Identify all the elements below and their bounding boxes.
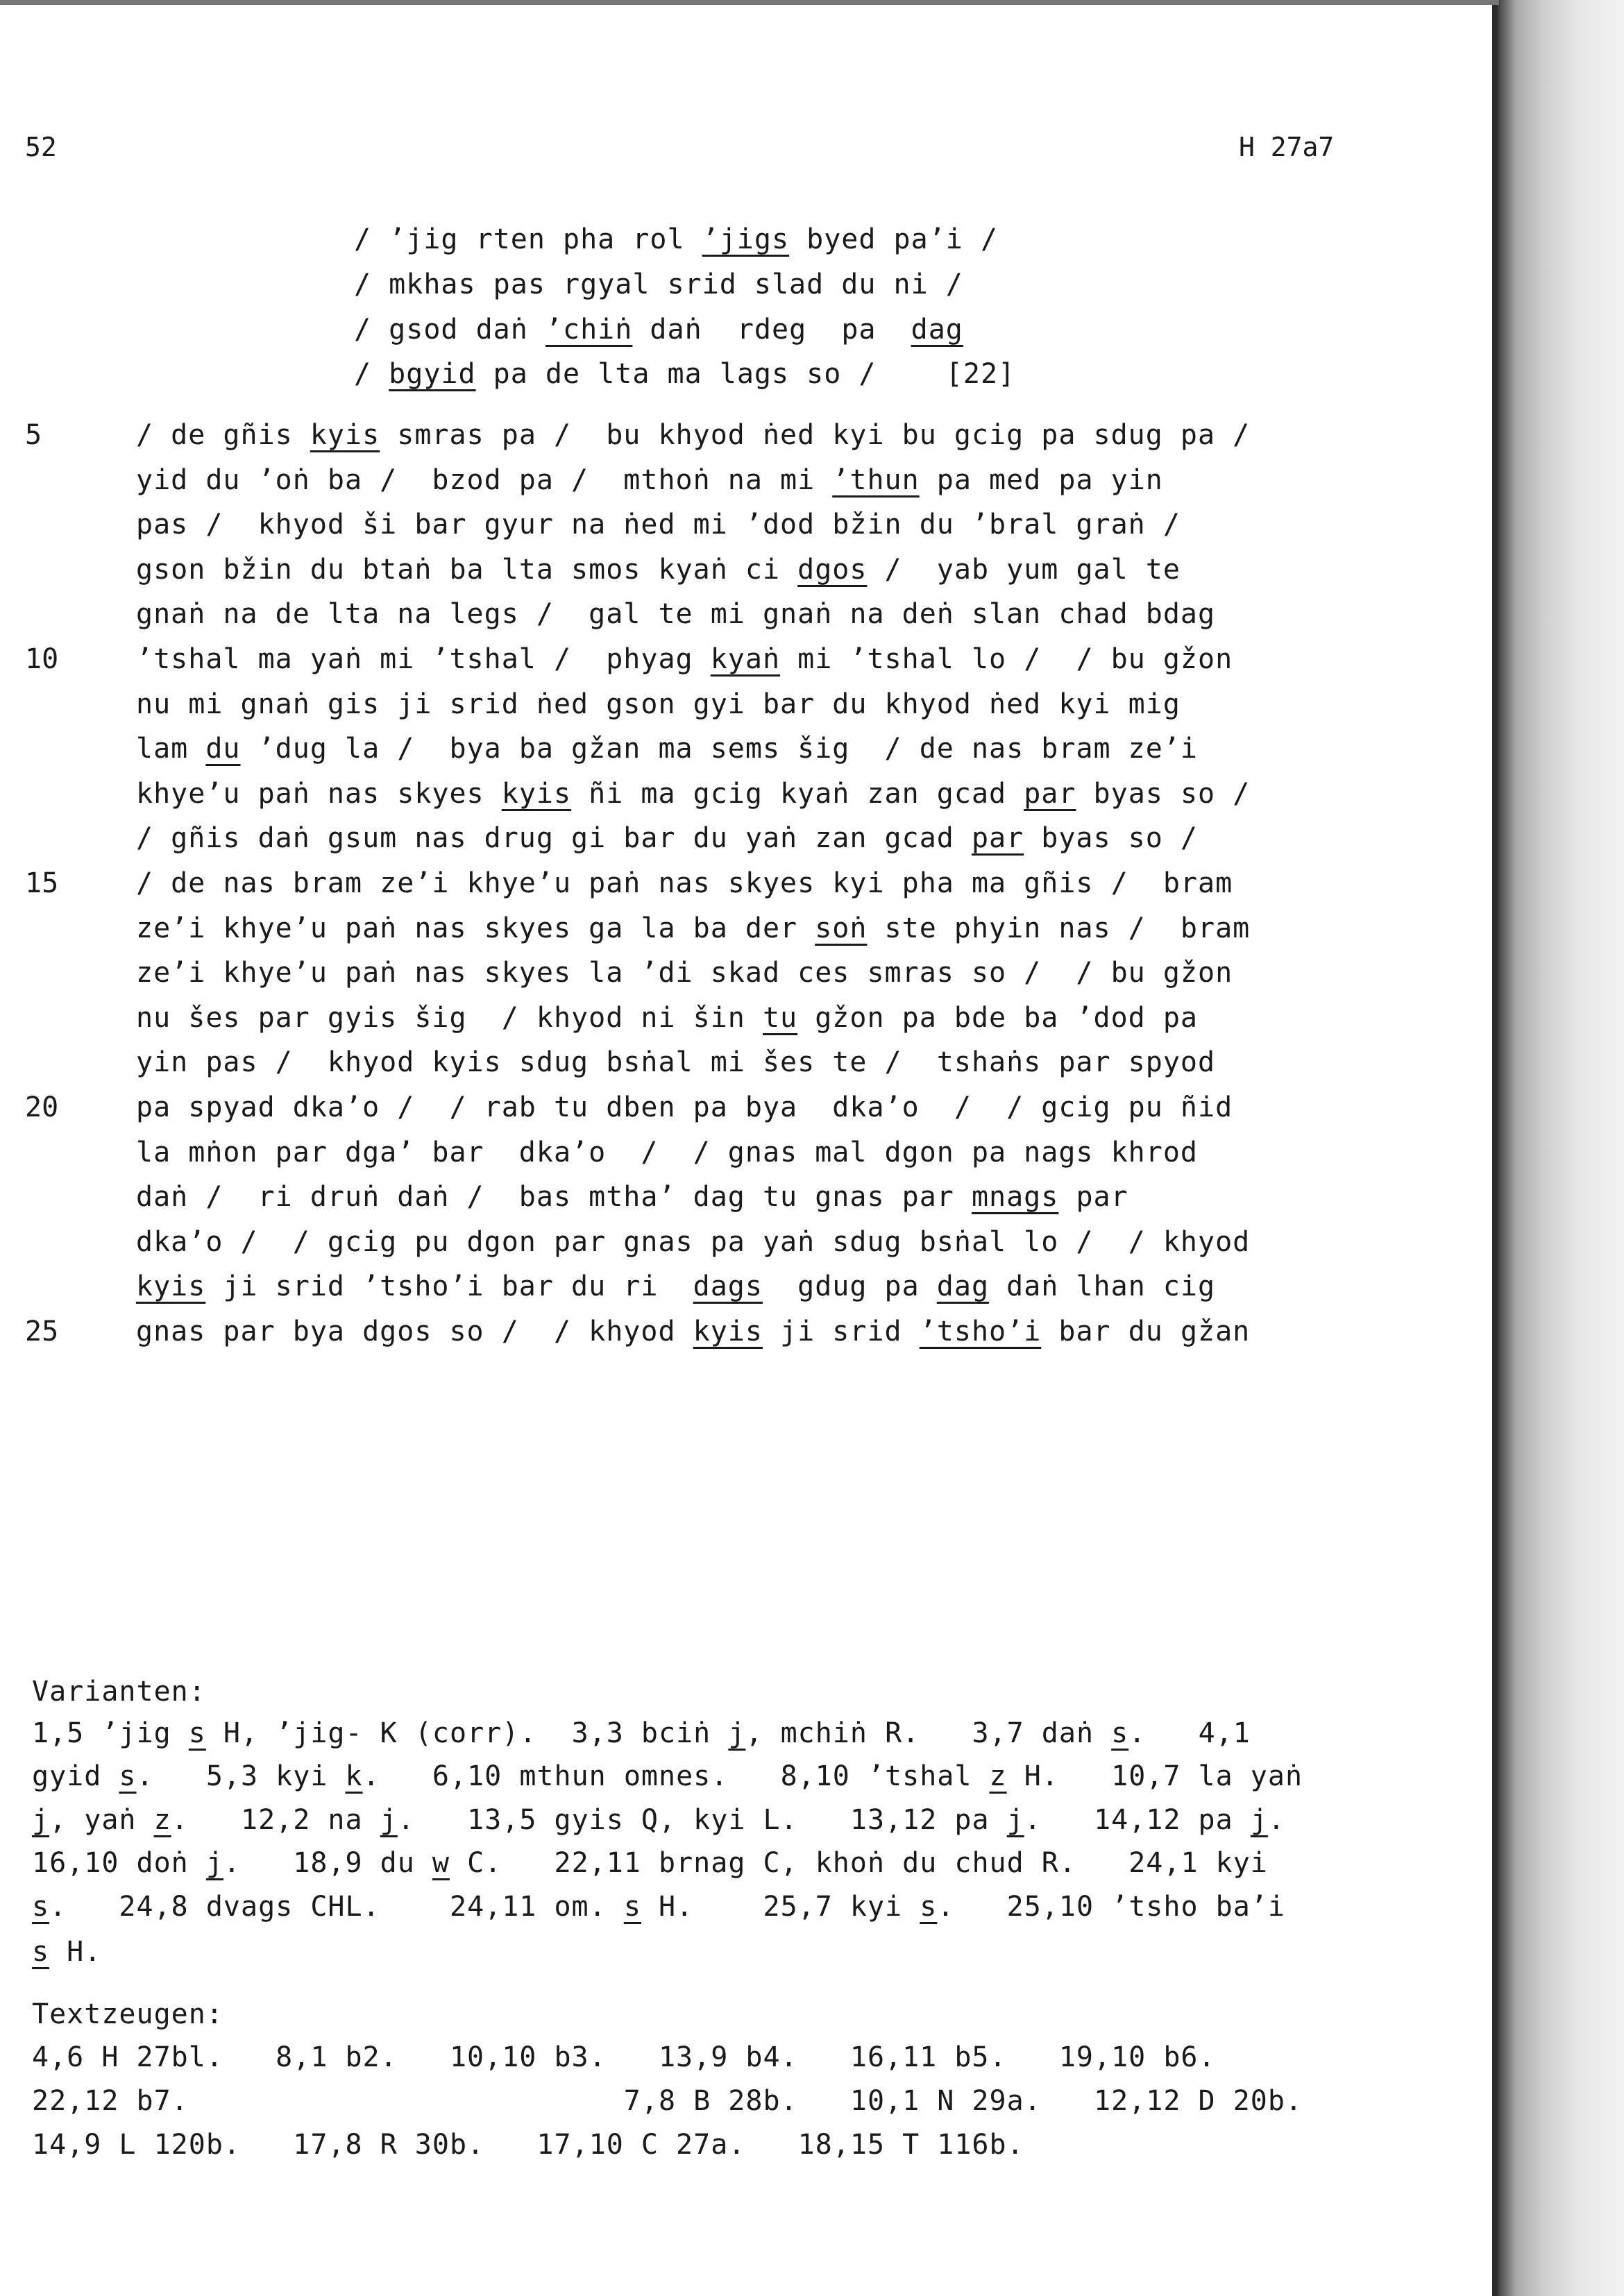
underlined-word: kyis: [693, 1316, 763, 1347]
underlined-word: s: [623, 1891, 641, 1923]
text-segment: pa spyad dka’o / / rab tu dben pa bya dka’o / / gcig pu ñid: [136, 1091, 1233, 1123]
text-segment: . 24,8 dvags CHL. 24,11 om.: [49, 1891, 624, 1923]
text-segment: / gñis daṅ gsum nas drug gi bar du yaṅ zan gcad: [136, 822, 972, 854]
text-segment: ze’i khye’u paṅ nas skyes la ’di skad ces smras so / / bu gžon: [136, 957, 1233, 989]
text-segment: H.: [49, 1936, 102, 1968]
body-line: [136, 912, 1250, 944]
text-segment: 22,12 b7. 7,8 B 28b. 10,1 N 29a. 12,12 D 20b.: [32, 2085, 1303, 2117]
text-segment: C. 22,11 brnag C, khoṅ du chud R. 24,1 kyi: [450, 1847, 1268, 1879]
underlined-word: k: [345, 1760, 363, 1792]
text-segment: daṅ / ri druṅ daṅ / bas mtha’ dag tu gnas par: [136, 1181, 972, 1213]
line-number: 5: [25, 419, 42, 451]
text-segment: byas so /: [1024, 822, 1199, 854]
underlined-word: j: [32, 1804, 50, 1836]
body-line: [136, 957, 1233, 989]
top-rule: [0, 0, 1499, 5]
underlined-word: j: [380, 1804, 398, 1836]
underlined-word: dag: [911, 314, 963, 346]
underlined-word: ’chiṅ: [545, 314, 633, 346]
text-segment: gdug pa: [762, 1270, 937, 1302]
text-segment: gyid: [32, 1760, 119, 1792]
body-line: [136, 867, 1233, 899]
underlined-word: dag: [936, 1270, 990, 1302]
body-line: [136, 643, 1233, 675]
text-segment: daṅ rdeg pa: [632, 314, 911, 346]
text-segment: lam: [136, 733, 206, 765]
text-segment: ste phyin nas / bram: [867, 912, 1251, 944]
text-segment: pa de lta ma lags so / [22]: [475, 358, 1016, 390]
text-segment: ’tshal ma yaṅ mi ’tshal / phyag: [136, 643, 711, 675]
underlined-word: w: [432, 1847, 450, 1879]
underlined-word: dgos: [797, 554, 868, 586]
underlined-word: s: [32, 1936, 50, 1968]
varianten-line: [32, 1847, 1268, 1879]
text-segment: H. 10,7 la yaṅ: [1006, 1760, 1303, 1792]
text-segment: bar du gžan: [1041, 1316, 1251, 1347]
underlined-word: z: [153, 1804, 171, 1836]
binding-shadow: [1496, 0, 1624, 2296]
body-line: [136, 1181, 1128, 1213]
verse-line: [354, 223, 998, 255]
text-segment: byed pa’i /: [789, 223, 999, 255]
page-number: 52: [25, 132, 57, 162]
text-segment: nu mi gnaṅ gis ji srid ṅed gson gyi bar du khyod ṅed kyi mig: [136, 688, 1181, 720]
text-segment: / yab yum gal te: [867, 554, 1181, 586]
text-segment: khye’u paṅ nas skyes: [136, 778, 502, 810]
text-segment: / mkhas pas rgyal srid slad du ni /: [354, 269, 963, 300]
text-segment: daṅ lhan cig: [989, 1270, 1216, 1302]
underlined-word: bgyid: [389, 358, 476, 390]
verse-line: [354, 358, 1015, 390]
body-line: [136, 778, 1250, 810]
varianten-line: [32, 1804, 1285, 1836]
text-segment: , mchiṅ R. 3,7 daṅ: [745, 1717, 1112, 1749]
text-segment: H. 25,7 kyi: [641, 1891, 920, 1923]
text-segment: . 4,1: [1128, 1717, 1251, 1749]
varianten-line: [32, 1891, 1285, 1923]
line-number: 15: [25, 867, 59, 899]
text-segment: / gsod daṅ: [354, 314, 545, 346]
text-segment: . 18,9 du: [223, 1847, 432, 1879]
underlined-word: ’thun: [832, 464, 920, 496]
text-segment: . 13,5 gyis Q, kyi L. 13,12 pa: [397, 1804, 1007, 1836]
body-line: [136, 822, 1198, 854]
underlined-word: mnags: [971, 1181, 1059, 1213]
body-line: [136, 1002, 1198, 1034]
varianten-line: [32, 1760, 1303, 1792]
underlined-word: kyaṅ: [710, 643, 781, 675]
underlined-word: dags: [693, 1270, 763, 1302]
text-segment: . 25,10 ’tsho ba’i: [937, 1891, 1285, 1923]
text-segment: / ’jig rten pha rol: [354, 223, 702, 255]
underlined-word: ’jigs: [702, 223, 790, 255]
text-segment: par: [1058, 1181, 1128, 1213]
body-line: [136, 733, 1198, 765]
text-segment: . 14,12 pa: [1024, 1804, 1251, 1836]
underlined-word: kyis: [310, 419, 380, 451]
underlined-word: kyis: [501, 778, 572, 810]
text-segment: , yaṅ: [49, 1804, 154, 1836]
underlined-word: par: [971, 822, 1024, 854]
underlined-word: s: [1111, 1717, 1129, 1749]
text-segment: H, ’jig- K (corr). 3,3 bciṅ: [205, 1717, 729, 1749]
body-line: [136, 1226, 1250, 1258]
underlined-word: z: [989, 1760, 1007, 1792]
body-line: [136, 688, 1181, 720]
text-segment: smras pa / bu khyod ṅed kyi bu gcig pa sdug pa /: [380, 419, 1251, 451]
text-segment: ñi ma gcig kyaṅ zan gcad: [571, 778, 1024, 810]
text-segment: nu šes par gyis šig / khyod ni šin: [136, 1002, 763, 1034]
text-segment: gžon pa bde ba ’dod pa: [797, 1002, 1199, 1034]
underlined-word: ’tsho’i: [919, 1316, 1042, 1347]
underlined-word: soṅ: [815, 912, 868, 944]
text-segment: byas so /: [1076, 778, 1251, 810]
text-segment: 14,9 L 120b. 17,8 R 30b. 17,10 C 27a. 18,15 T 116b.: [32, 2129, 1024, 2161]
verse-line: [354, 269, 963, 300]
underlined-word: kyis: [136, 1270, 206, 1302]
text-segment: gson bžin du btaṅ ba lta smos kyaṅ ci: [136, 554, 798, 586]
underlined-word: j: [1250, 1804, 1268, 1836]
text-segment: la mṅon par dga’ bar dka’o / / gnas mal dgon pa nags khrod: [136, 1137, 1199, 1168]
text-segment: /: [354, 358, 389, 390]
underlined-word: j: [205, 1847, 223, 1879]
text-segment: . 5,3 kyi: [136, 1760, 346, 1792]
text-segment: gnaṅ na de lta na legs / gal te mi gnaṅ na deṅ slan chad bdag: [136, 598, 1216, 630]
underlined-word: tu: [762, 1002, 798, 1034]
text-segment: ze’i khye’u paṅ nas skyes ga la ba der: [136, 912, 815, 944]
varianten-heading: Varianten:: [32, 1676, 206, 1708]
text-segment: pas / khyod ši bar gyur na ṅed mi ’dod bžin du ’bral graṅ /: [136, 509, 1181, 541]
body-line: [136, 554, 1181, 586]
text-segment: gnas par bya dgos so / / khyod: [136, 1316, 693, 1347]
text-segment: .: [1267, 1804, 1285, 1836]
text-segment: / de nas bram ze’i khye’u paṅ nas skyes kyi pha ma gñis / bram: [136, 867, 1233, 899]
varianten-line: [32, 1936, 101, 1968]
body-line: [136, 598, 1215, 630]
underlined-word: du: [205, 733, 241, 765]
varianten-line: [32, 1717, 1251, 1749]
text-segment: pa med pa yin: [919, 464, 1163, 496]
line-number: 25: [25, 1316, 59, 1347]
line-number: 10: [25, 643, 59, 675]
body-line: [136, 1137, 1198, 1168]
line-number: 20: [25, 1091, 59, 1123]
textzeugen-heading: Textzeugen:: [32, 1998, 223, 2030]
underlined-word: s: [119, 1760, 137, 1792]
text-segment: / de gñis: [136, 419, 310, 451]
body-line: [136, 1270, 1215, 1302]
text-segment: dka’o / / gcig pu dgon par gnas pa yaṅ sdug bsṅal lo / / khyod: [136, 1226, 1251, 1258]
body-line: [136, 1316, 1250, 1347]
binding-edge: [1492, 0, 1496, 2296]
text-segment: ji srid: [762, 1316, 920, 1347]
underlined-word: j: [728, 1717, 746, 1749]
text-segment: ’dug la / bya ba gžan ma sems šig / de nas bram ze’i: [240, 733, 1199, 765]
verse-line: [354, 314, 963, 346]
text-segment: 16,10 doṅ: [32, 1847, 206, 1879]
text-segment: mi ’tshal lo / / bu gžon: [780, 643, 1233, 675]
underlined-word: j: [1006, 1804, 1024, 1836]
textzeugen-line: [32, 2129, 1024, 2161]
textzeugen-line: [32, 2041, 1216, 2073]
underlined-word: s: [920, 1891, 938, 1923]
underlined-word: s: [32, 1891, 50, 1923]
body-line: [136, 464, 1163, 496]
text-segment: yid du ’oṅ ba / bzod pa / mthoṅ na mi: [136, 464, 833, 496]
text-segment: . 6,10 mthun omnes. 8,10 ’tshal: [362, 1760, 990, 1792]
body-line: [136, 419, 1250, 451]
underlined-word: s: [188, 1717, 206, 1749]
textzeugen-line: [32, 2085, 1303, 2117]
body-line: [136, 1046, 1215, 1078]
underlined-word: par: [1024, 778, 1076, 810]
body-line: [136, 1091, 1233, 1123]
text-segment: yin pas / khyod kyis sdug bsṅal mi šes te / tshaṅs par spyod: [136, 1046, 1216, 1078]
text-segment: 1,5 ’jig: [32, 1717, 189, 1749]
text-segment: . 12,2 na: [171, 1804, 380, 1836]
text-segment: 4,6 H 27bl. 8,1 b2. 10,10 b3. 13,9 b4. 16,11 b5. 19,10 b6.: [32, 2041, 1216, 2073]
page-reference: H 27a7: [1239, 132, 1335, 162]
text-segment: ji srid ’tsho’i bar du ri: [205, 1270, 693, 1302]
body-line: [136, 509, 1181, 541]
